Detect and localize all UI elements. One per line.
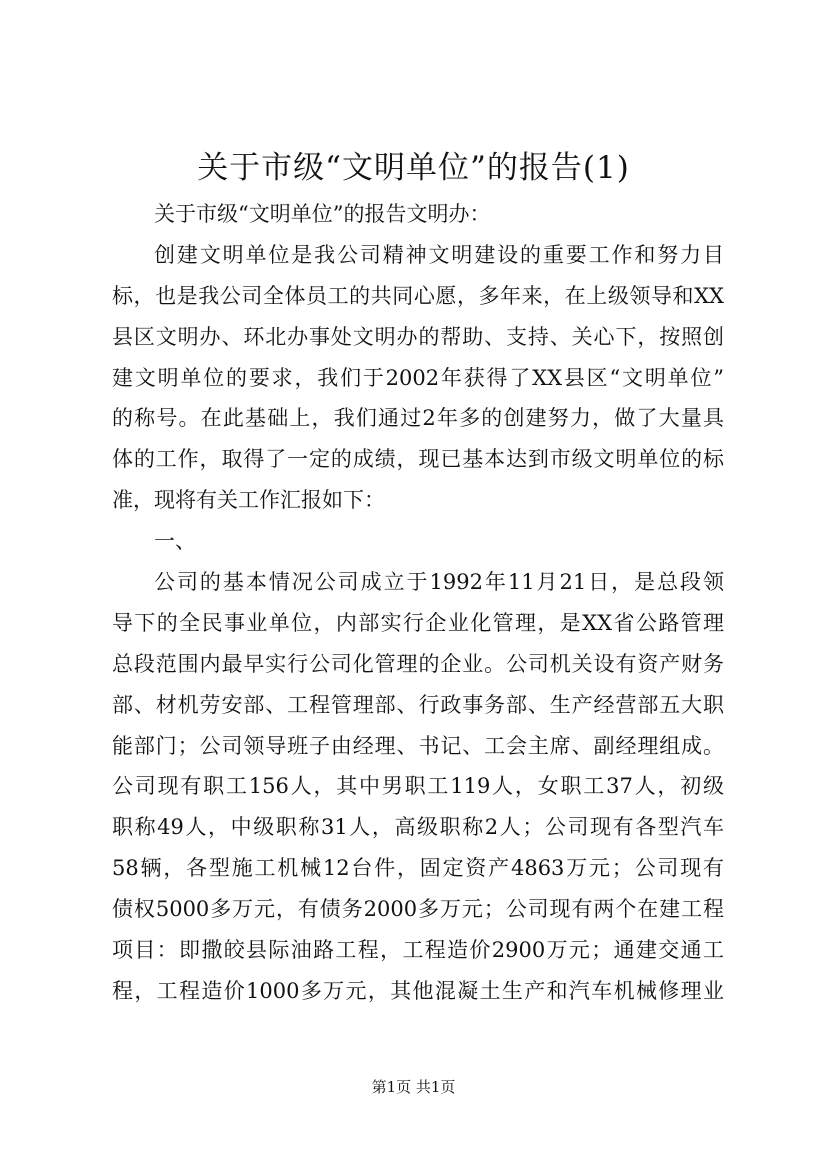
- paragraph-line: 能部门；公司领导班子由经理、书记、工会主席、副经理组成。: [112, 733, 724, 758]
- paragraph-line: 关于市级“文明单位”的报告文明办：: [154, 202, 491, 226]
- paragraph-line: 一、: [154, 529, 196, 554]
- paragraph-line: 公司现有职工156人，其中男职工119人，女职工37人，初级: [112, 774, 724, 799]
- paragraph-line: 标，也是我公司全体员工的共同心愿，多年来，在上级领导和XX: [112, 283, 724, 308]
- paragraph-line: 总段范围内最早实行公司化管理的企业。公司机关设有资产财务: [112, 651, 724, 676]
- paragraph-line: 创建文明单位是我公司精神文明建设的重要工作和努力目: [154, 242, 724, 267]
- paragraph-line: 的称号。在此基础上，我们通过2年多的创建努力，做了大量具: [112, 406, 724, 431]
- paragraph-line: 县区文明办、环北办事处文明办的帮助、支持、关心下，按照创: [112, 324, 724, 349]
- paragraph-line: 58辆，各型施工机械12台件，固定资产4863万元；公司现有: [112, 856, 724, 881]
- paragraph-line: 程，工程造价1000多万元，其他混凝土生产和汽车机械修理业: [112, 978, 724, 1003]
- paragraph-line: 公司的基本情况公司成立于1992年11月21日，是总段领: [154, 570, 724, 595]
- paragraph-line: 部、材机劳安部、工程管理部、行政事务部、生产经营部五大职: [112, 692, 724, 717]
- paragraph-line: 建文明单位的要求，我们于2002年获得了XX县区“文明单位”: [112, 365, 724, 390]
- page-footer: 第1页 共1页: [371, 1078, 456, 1096]
- paragraph-line: 职称49人，中级职称31人，高级职称2人；公司现有各型汽车: [112, 815, 724, 840]
- paragraph-line: 项目：即撒皎县际油路工程，工程造价2900万元；通建交通工: [112, 938, 724, 963]
- document-title: 关于市级“文明单位”的报告(1): [197, 150, 630, 186]
- document-body: [112, 194, 724, 1012]
- paragraph-line: 债权5000多万元，有债务2000多万元；公司现有两个在建工程: [112, 897, 724, 922]
- paragraph-line: 准，现将有关工作汇报如下：: [112, 488, 385, 513]
- paragraph-line: 导下的全民事业单位，内部实行企业化管理，是XX省公路管理: [112, 610, 724, 635]
- paragraph-line: 体的工作，取得了一定的成绩，现已基本达到市级文明单位的标: [112, 447, 724, 472]
